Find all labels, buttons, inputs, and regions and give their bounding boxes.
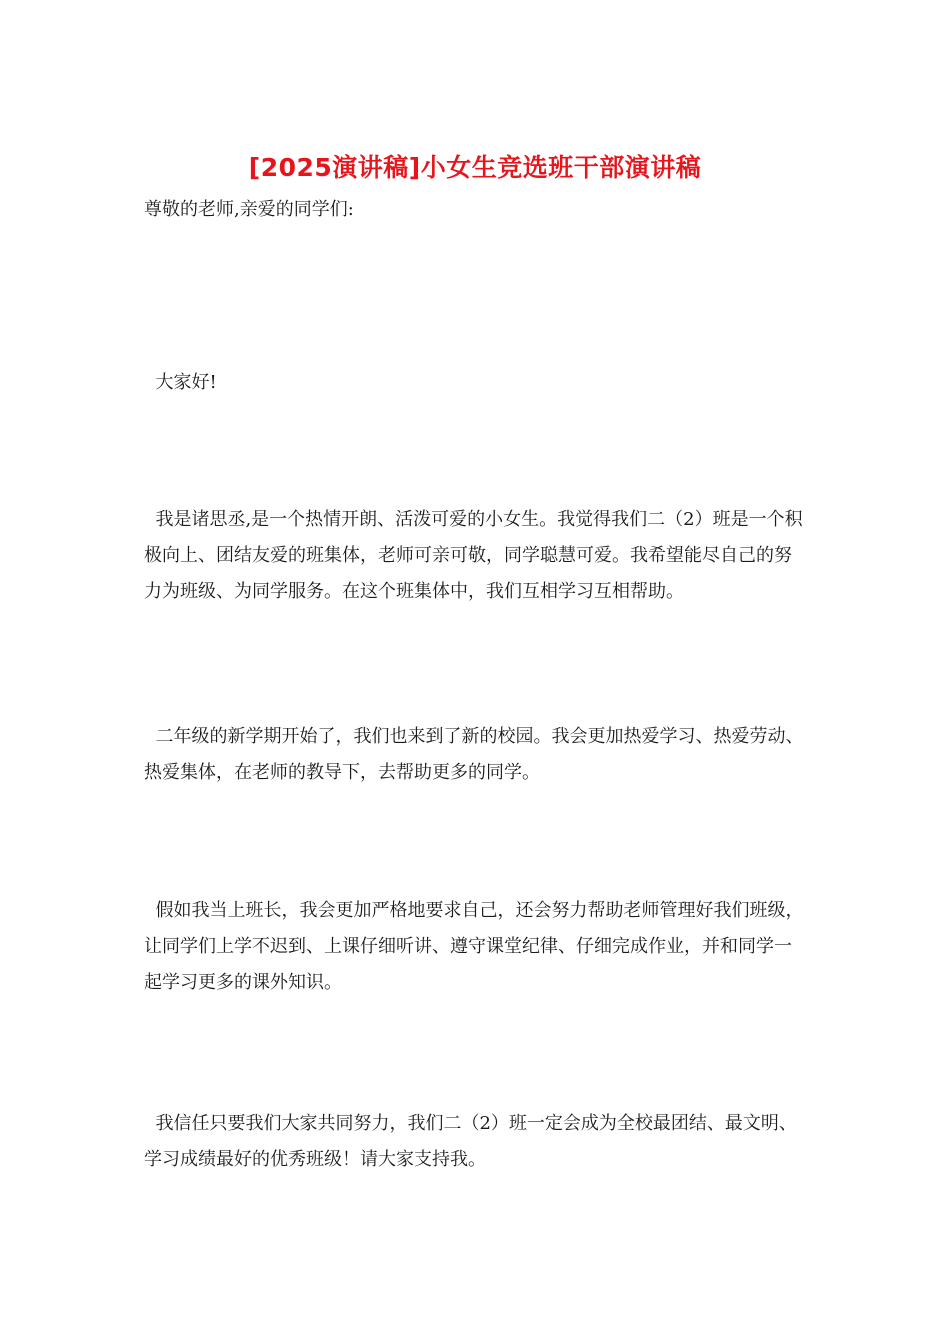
paragraph-greeting: 大家好! [144,372,217,393]
paragraph-introduction: 我是诸思丞,是一个热情开朗、活泼可爱的小女生。我觉得我们二（2）班是一个积极向上、团结友爱的班集体，老师可亲可敬，同学聪慧可爱。我希望能尽自己的努力为班级、为同学服务。在这个班集体中，我们互相学习互相帮助。 [144,509,803,602]
paragraph-new-semester: 二年级的新学期开始了，我们也来到了新的校园。我会更加热爱学习、热爱劳动、热爱集体，在老师的教导下，去帮助更多的同学。 [144,726,804,783]
paragraph-commitment: 假如我当上班长，我会更加严格地要求自己，还会努力帮助老师管理好我们班级，让同学们上学不迟到、上课仔细听讲、遵守课堂纪律、仔细完成作业，并和同学一起学习更多的课外知识。 [144,900,804,993]
salutation: 尊敬的老师,亲爱的同学们: [144,199,354,220]
document-title: [2025演讲稿]小女生竞选班干部演讲稿 [248,153,702,182]
paragraph-closing: 我信任只要我们大家共同努力，我们二（2）班一定会成为全校最团结、最文明、学习成绩最好的优秀班级！请大家支持我。 [144,1113,797,1170]
